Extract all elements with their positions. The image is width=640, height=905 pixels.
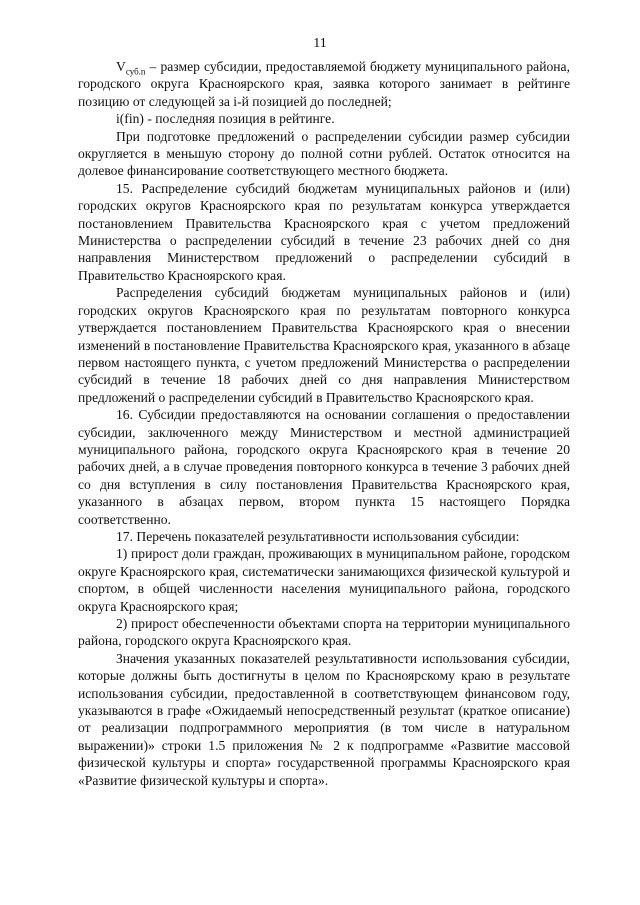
paragraph-indicator-values: Значения указанных показателей результативности использования субсидии, которые должны быть достигнуты в целом по Красноярскому краю в результате использования субсидии, предоставленной в соответствующем финансовом году, указываются в графе «Ожидаемый непосредственный результат (краткое описание) от реализации подпрограммного мероприятия (в том числе в натуральном выражении)» строки 1.5 приложения № 2 к подпрограмме «Развитие массовой физической культуры и спорта» государственной программы Красноярского края «Развитие физической культуры и спорта». — [78, 650, 570, 788]
paragraph-variable-vsubn — [78, 58, 570, 110]
variable-definition: – размер субсидии, предоставляемой бюджету муниципального района, городского округа Красноярского края, заявка которого занимает в рейтинге позицию от следующей за i-й позицией до последней; — [78, 59, 570, 109]
variable-symbol: V — [116, 59, 126, 74]
variable-subscript: суб.n — [125, 66, 146, 77]
paragraph-indicator-1: 1) прирост доли граждан, проживающих в муниципальном районе, городском округе Красноярского края, систематически занимающихся физической культурой и спортом, в общей численности населения муниципального района, городского округа Красноярского края; — [78, 546, 570, 614]
paragraph-item-16: 16. Субсидии предоставляются на основании соглашения о предоставлении субсидии, заключенного между Министерством и местной администрацией муниципального района, городского округа Красноярского края в течение 20 рабочих дней, а в случае проведения повторного конкурса в течение 3 рабочих дней со дня вступления в силу постановления Правительства Красноярского края, указанного в абзацах первом, втором пункта 15 настоящего Порядка соответственно. — [78, 407, 570, 527]
document-body — [78, 58, 570, 789]
paragraph-ifin-definition: i(fin) - последняя позиция в рейтинге. — [116, 111, 335, 127]
paragraph-indicator-2: 2) прирост обеспеченности объектами спорта на территории муниципального района, городского округа Красноярского края. — [78, 616, 570, 649]
paragraph-item-15-repeat-contest: Распределения субсидий бюджетам муниципальных районов и (или) городских округов Красноярского края по результатам повторного конкурса утверждается постановлением Правительства Красноярского края о внесении изменений в постановление Правительства Красноярского края, указанного в абзаце первом настоящего пункта, с учетом предложений Министерства о распределении субсидий в течение 18 рабочих дней со дня направления Министерством предложений о распределении субсидий в Правительство Красноярского края. — [78, 285, 570, 405]
paragraph-item-15: 15. Распределение субсидий бюджетам муниципальных районов и (или) городских округов Красноярского края по результатам конкурса утверждается постановлением Правительства Красноярского края с учетом предложений Министерства о распределении субсидий в течение 23 рабочих дней со дня направления Министерством предложений о распределении субсидий в Правительство Красноярского края. — [78, 180, 570, 283]
page-number: 11 — [313, 36, 327, 51]
paragraph-item-17: 17. Перечень показателей результативности использования субсидии: — [116, 528, 520, 544]
paragraph-rounding-rule: При подготовке предложений о распределении субсидии размер субсидии округляется в меньшую сторону до полной сотни рублей. Остаток относится на долевое финансирование соответствующего местного бюджета. — [78, 128, 570, 179]
